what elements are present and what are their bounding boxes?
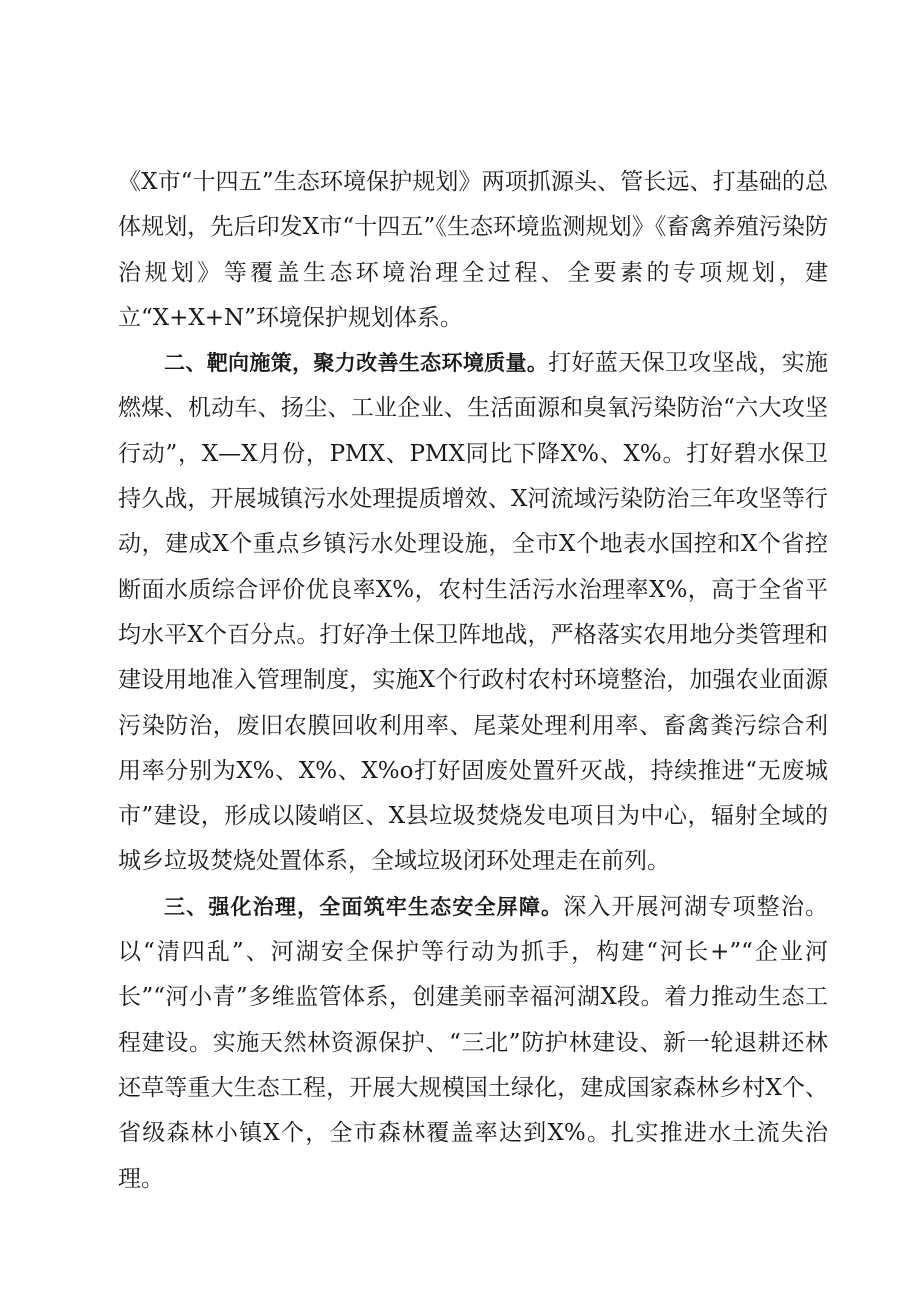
- paragraph-ecological-security: [118, 885, 828, 1202]
- section-body-2: 打好蓝天保卫攻坚战，实施燃煤、机动车、扬尘、工业企业、生活面源和臭氧污染防治“六大攻坚行动”，X—X月份，PMX、PMX同比下降X%、X%。打好碧水保卫持久战，开展城镇污水处理提质增效、X河流域污染防治三年攻坚等行动，建成X个重点乡镇污水处理设施，全市X个地表水国控和X个省控断面水质综合评价优良率X%，农村生活污水治理率X%，高于全省平均水平X个百分点。打好净土保卫阵地战，严格落实农用地分类管理和建设用地准入管理制度，实施X个行政村农村环境整治，加强农业面源污染防治，废旧农膜回收利用率、尾菜处理利用率、畜禽粪污综合利用率分别为X%、X%、X%o打好固废处置歼灭战，持续推进“无废城市”建设，形成以陵峭区、X县垃圾焚烧发电项目为中心，辐射全域的城乡垃圾焚烧处置体系，全域垃圾闭环处理走在前列。: [118, 350, 829, 875]
- paragraph-ecological-quality: [118, 341, 828, 885]
- section-heading-2: 二、靶向施策，聚力改善生态环境质量。: [164, 351, 549, 376]
- section-heading-3: 三、强化治理，全面筑牢生态安全屏障。: [164, 894, 564, 919]
- paragraph-planning-system: 《X市“十四五”生态环境保护规划》两项抓源头、管长远、打基础的总体规划，先后印发X市“十四五”《生态环境监测规划》《畜禽养殖污染防治规划》等覆盖生态环境治理全过程、全要素的专项规划，建立“X+X+N”环境保护规划体系。: [118, 169, 828, 331]
- document-body: [118, 160, 828, 1202]
- section-body-3: 深入开展河湖专项整治。以“清四乱”、河湖安全保护等行动为抓手，构建“河长+”“企业河长”“河小青”多维监管体系，创建美丽幸福河湖X段。着力推动生态工程建设。实施天然林资源保护、“三北”防护林建设、新一轮退耕还林还草等重大生态工程，开展大规模国土绿化，建成国家森林乡村X个、省级森林小镇X个，全市森林覆盖率达到X%。扎实推进水土流失治理。: [118, 893, 829, 1192]
